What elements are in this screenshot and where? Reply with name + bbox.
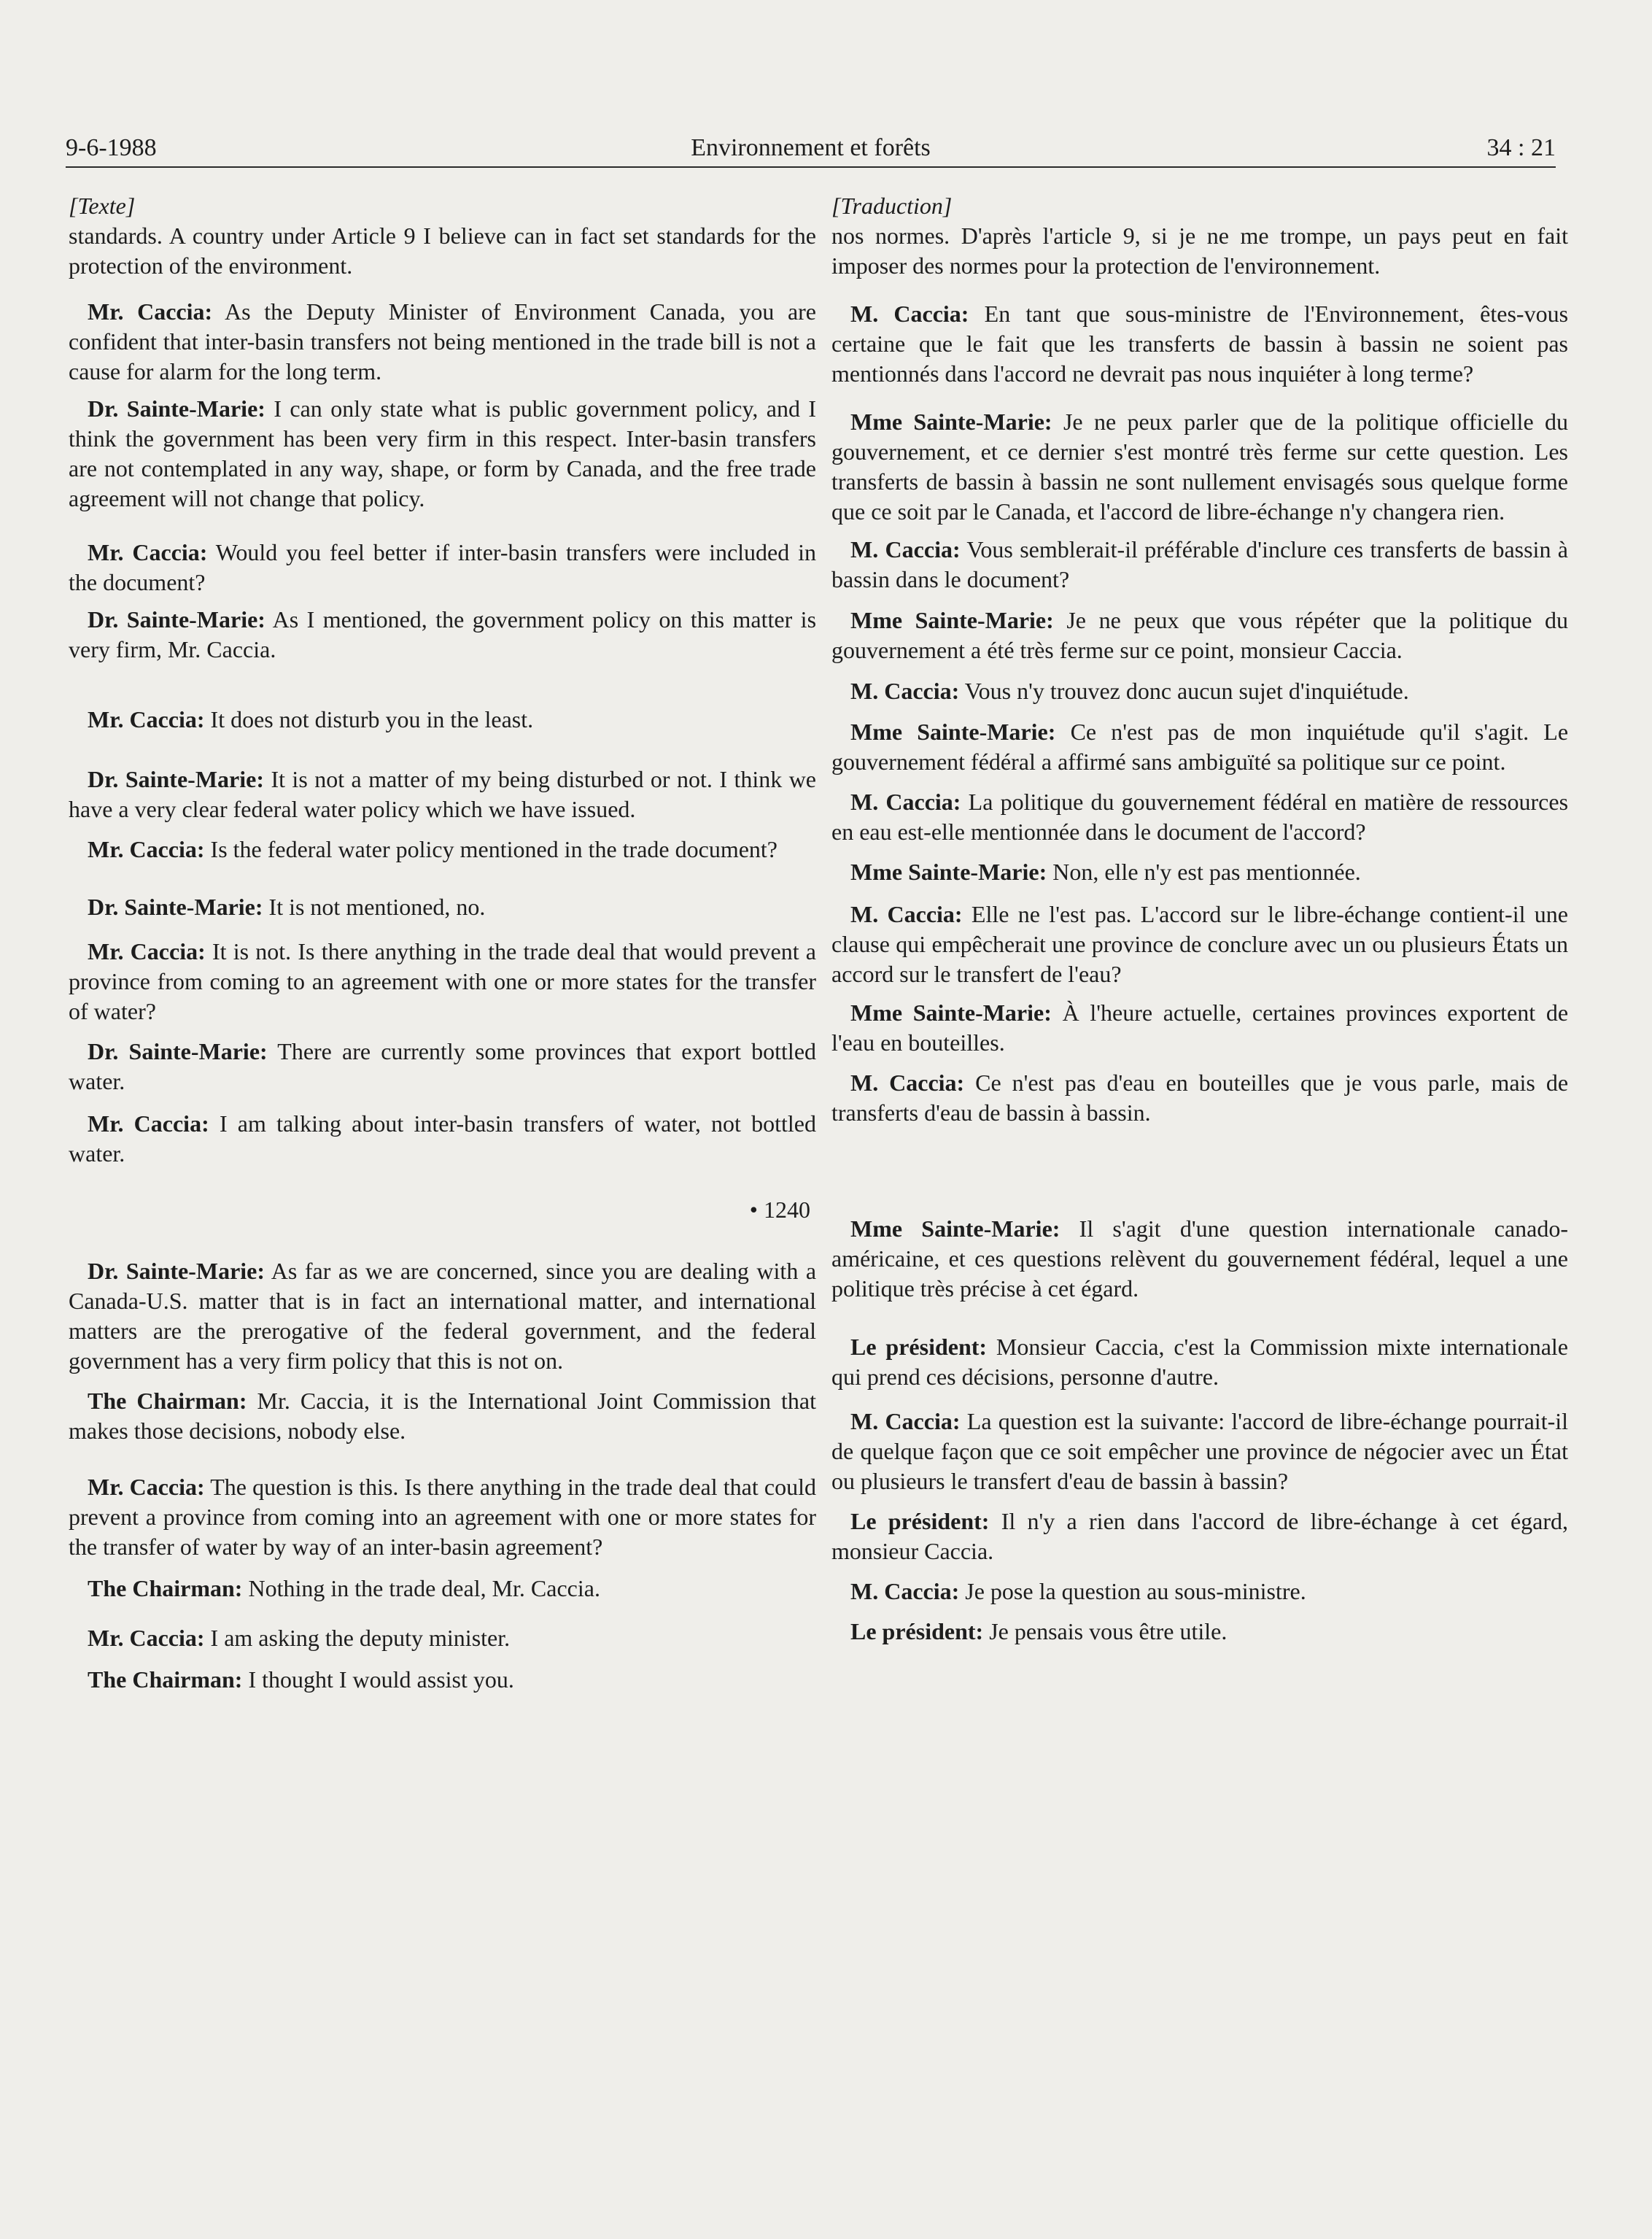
speaker-name: Mr. Caccia: (88, 298, 213, 325)
paragraph (831, 1507, 1568, 1566)
paragraph (69, 605, 816, 665)
paragraph-text: It does not disturb you in the least. (210, 706, 534, 732)
paragraph-text: There are currently some provinces that export bottled water. (69, 1038, 817, 1094)
speaker-name: M. Caccia: (850, 536, 961, 562)
speaker-name: Mr. Caccia: (88, 938, 206, 964)
paragraph-text: Vous n'y trouvez donc aucun sujet d'inquiétude. (964, 678, 1409, 704)
speaker-name: M. Caccia: (850, 901, 963, 927)
paragraph (831, 998, 1568, 1058)
speaker-name: Mr. Caccia: (88, 1625, 205, 1651)
speaker-name: M. Caccia: (850, 789, 961, 815)
paragraph-text: It is not. Is there anything in the trade deal that would prevent a province from coming to an agreement with one or more states for the transfer of water? (69, 938, 817, 1024)
page-header (66, 123, 1556, 168)
paragraph (69, 1386, 816, 1446)
speaker-name: Dr. Sainte-Marie: (88, 1038, 268, 1064)
speaker-name: Mr. Caccia: (88, 706, 205, 732)
paragraph (831, 787, 1568, 847)
paragraph-text: I thought I would assist you. (248, 1666, 514, 1693)
time-marker: • 1240 (749, 1196, 810, 1223)
left-column-english (69, 191, 816, 1695)
paragraph-text: Je ne peux que vous répéter que la politique du gouvernement a été très ferme sur ce point, monsieur Caccia. (831, 607, 1568, 663)
speaker-name: M. Caccia: (850, 678, 960, 704)
paragraph-text: La politique du gouvernement fédéral en matière de ressources en eau est-elle mentionnée dans le document de l'accord? (831, 789, 1569, 845)
paragraph (69, 538, 816, 598)
paragraph-text: Is the federal water policy mentioned in the trade document? (210, 836, 777, 862)
speaker-name: Dr. Sainte-Marie: (88, 894, 263, 920)
column-tag: [Texte] (69, 193, 136, 219)
paragraph-text: Elle ne l'est pas. L'accord sur le libre-échange contient-il une clause qui empêcherait une province de conclure avec un ou plusieurs États un accord sur le transfert de l'eau? (831, 901, 1569, 987)
speaker-name: Mr. Caccia: (88, 539, 208, 565)
paragraph (831, 221, 1568, 281)
speaker-name: Dr. Sainte-Marie: (88, 395, 265, 422)
paragraph (69, 892, 816, 922)
paragraph-text: Non, elle n'y est pas mentionnée. (1052, 859, 1361, 885)
header-date: 9-6-1988 (66, 134, 157, 161)
speaker-name: Mr. Caccia: (88, 1474, 205, 1500)
paragraph (69, 1037, 816, 1097)
paragraph-text: Je ne peux parler que de la politique officielle du gouvernement, et ce dernier s'est montré très ferme sur cette question. Les transferts de bassin à bassin ne sont nullement envisagés sous quelque forme que ce soit par le Canada, et l'accord de libre-échange n'y changera rien. (831, 409, 1569, 525)
paragraph (831, 900, 1568, 989)
column-tag: [Traduction] (831, 193, 953, 219)
speaker-name: Mr. Caccia: (88, 836, 205, 862)
paragraph-text: nos normes. D'après l'article 9, si je ne me trompe, un pays peut en fait imposer des normes pour la protection de l'environnement. (831, 223, 1568, 279)
speaker-name: Mme Sainte-Marie: (850, 607, 1054, 633)
paragraph-text: As I mentioned, the government policy on this matter is very firm, Mr. Caccia. (69, 606, 817, 662)
paragraph (831, 717, 1568, 777)
paragraph-text: En tant que sous-ministre de l'Environnement, êtes-vous certaine que le fait que les transferts de bassin à bassin ne soient pas mentionnés dans l'accord ne devrait pas nous inquiéter à long terme? (831, 301, 1569, 387)
paragraph-text: I can only state what is public government policy, and I think the government has been very firm in this respect. Inter-basin transfers are not contemplated in any way, shape, or form by Canada, and the free trade agreement will not change that policy. (69, 395, 817, 511)
paragraph-text: Ce n'est pas de mon inquiétude qu'il s'agit. Le gouvernement fédéral a affirmé sans ambiguïté sa politique sur ce point. (831, 719, 1569, 775)
paragraph (831, 1577, 1568, 1606)
paragraph (69, 394, 816, 514)
paragraph-text: Nothing in the trade deal, Mr. Caccia. (248, 1575, 600, 1601)
right-column-french (831, 191, 1568, 1647)
paragraph (831, 407, 1568, 527)
speaker-name: Dr. Sainte-Marie: (88, 766, 264, 792)
paragraph-text: Mr. Caccia, it is the International Joint Commission that makes those decisions, nobody else. (69, 1388, 817, 1444)
speaker-name: M. Caccia: (850, 1070, 965, 1096)
paragraph (831, 299, 1568, 389)
paragraph (831, 535, 1568, 595)
speaker-name: The Chairman: (88, 1388, 247, 1414)
paragraph-text: It is not mentioned, no. (268, 894, 486, 920)
paragraph (69, 937, 816, 1026)
paragraph-text: Would you feel better if inter-basin transfers were included in the document? (69, 539, 817, 595)
speaker-name: M. Caccia: (850, 301, 969, 327)
paragraph (69, 705, 816, 735)
paragraph (69, 297, 816, 387)
paragraph (69, 1472, 816, 1562)
paragraph (69, 1256, 816, 1376)
paragraph (69, 765, 816, 824)
paragraph-text: Il n'y a rien dans l'accord de libre-échange à cet égard, monsieur Caccia. (831, 1508, 1569, 1564)
speaker-name: Dr. Sainte-Marie: (88, 606, 265, 633)
header-title: Environnement et forêts (691, 134, 931, 161)
speaker-name: Le président: (850, 1508, 990, 1534)
paragraph-text: The question is this. Is there anything in the trade deal that could prevent a province from coming into an agreement with one or more states for the transfer of water by way of an inter-basin agreement? (69, 1474, 817, 1560)
paragraph-text: Je pensais vous être utile. (989, 1618, 1228, 1644)
speaker-name: Mme Sainte-Marie: (850, 409, 1052, 435)
paragraph-text: As the Deputy Minister of Environment Canada, you are confident that inter-basin transfers not being mentioned in the trade bill is not a cause for alarm for the long term. (69, 298, 817, 384)
paragraph (831, 1407, 1568, 1496)
paragraph (69, 835, 816, 865)
speaker-name: Le président: (850, 1618, 984, 1644)
paragraph-text: Je pose la question au sous-ministre. (965, 1578, 1306, 1604)
speaker-name: Le président: (850, 1334, 988, 1360)
speaker-name: The Chairman: (88, 1575, 243, 1601)
paragraph (831, 1214, 1568, 1304)
paragraph-text: I am talking about inter-basin transfers of water, not bottled water. (69, 1110, 817, 1167)
paragraph (831, 676, 1568, 706)
header-page-number: 34 : 21 (1486, 134, 1556, 161)
speaker-name: Mme Sainte-Marie: (850, 1215, 1060, 1242)
speaker-name: Dr. Sainte-Marie: (88, 1258, 265, 1284)
paragraph (69, 1109, 816, 1169)
paragraph-text: À l'heure actuelle, certaines provinces exportent de l'eau en bouteilles. (831, 999, 1569, 1056)
paragraph-text: As far as we are concerned, since you are dealing with a Canada-U.S. matter that is in fact an international matter, and international matters are the prerogative of the federal government, and the federal government has a very firm policy that this is not on. (69, 1258, 817, 1374)
paragraph (69, 1665, 816, 1695)
paragraph-text: Monsieur Caccia, c'est la Commission mixte internationale qui prend ces décisions, personne d'autre. (831, 1334, 1568, 1390)
paragraph-text: La question est la suivante: l'accord de libre-échange pourrait-il de quelque façon que ce soit empêcher une province de négocier avec un État ou plusieurs le transfert d'eau de bassin à bassin? (831, 1408, 1569, 1494)
paragraph (831, 1617, 1568, 1647)
speaker-name: Mme Sainte-Marie: (850, 719, 1056, 745)
paragraph (69, 221, 816, 281)
speaker-name: M. Caccia: (850, 1578, 960, 1604)
paragraph (69, 1623, 816, 1653)
speaker-name: Mme Sainte-Marie: (850, 999, 1052, 1026)
paragraph-text: I am asking the deputy minister. (210, 1625, 511, 1651)
paragraph (831, 857, 1568, 887)
speaker-name: Mr. Caccia: (88, 1110, 209, 1137)
paragraph-text: Il s'agit d'une question internationale canado-américaine, et ces questions relèvent du gouvernement fédéral, lequel a une politique très précise à cet égard. (831, 1215, 1569, 1302)
speaker-name: M. Caccia: (850, 1408, 961, 1434)
paragraph (831, 1068, 1568, 1128)
paragraph-text: Vous semblerait-il préférable d'inclure ces transferts de bassin à bassin dans le document? (831, 536, 1569, 592)
paragraph (69, 1574, 816, 1604)
paragraph-text: Ce n'est pas d'eau en bouteilles que je vous parle, mais de transferts d'eau de bassin à bassin. (831, 1070, 1569, 1126)
speaker-name: Mme Sainte-Marie: (850, 859, 1047, 885)
paragraph-text: standards. A country under Article 9 I believe can in fact set standards for the protection of the environment. (69, 223, 816, 279)
speaker-name: The Chairman: (88, 1666, 243, 1693)
paragraph-text: It is not a matter of my being disturbed or not. I think we have a very clear federal water policy which we have issued. (69, 766, 817, 822)
paragraph (831, 606, 1568, 665)
paragraph (831, 1332, 1568, 1392)
